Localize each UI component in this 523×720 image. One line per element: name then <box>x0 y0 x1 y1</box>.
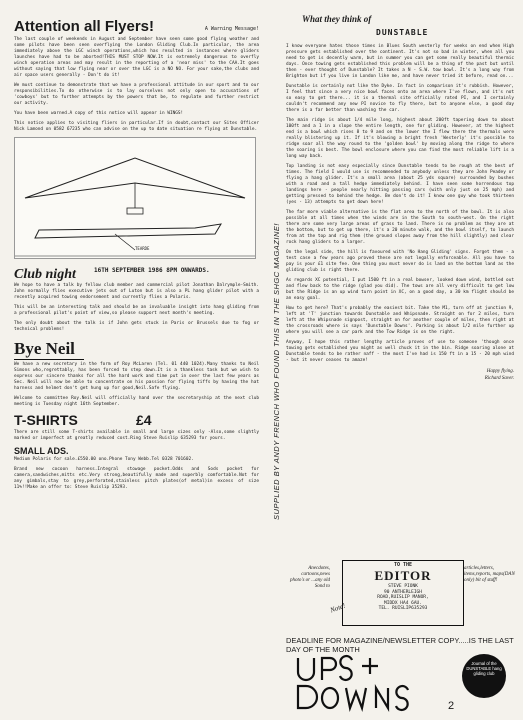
dunstable-heading <box>286 12 514 44</box>
attention-paragraph: We must continue to demonstrate that we have a professional attitude in our sport and to our responsibilities.To do otherwise is to lay ourselves not only open to accusations of 'cowboys' but to further attempts by the powers that be, to regulate and further restrict our activity. <box>14 83 259 106</box>
small-ad: Brand new cocoon harness.Integral stowage pocket.Odds and Sods pocket for camera,sandwiches,mitts etc.Very strong,beautifully made and superbly comfortable.Not for any gimbals,stay to grey,perforated,stainless pitch plates(of metal)in excess of size 11%!!Make an offer to: Steve Ruislip 35293. <box>14 467 259 490</box>
ups-and-downs-logo <box>290 652 440 712</box>
club-paragraph: We hope to have a talk by fellow club member and commercial pilot Jonathan Dalrymple-Smith. John normally flies executive jets out of Luton but is also a PL hang glider pilot with a recently acquired towing endorsement and currently flies a Polaris. <box>14 283 259 300</box>
club-night-heading <box>14 263 259 281</box>
small-ad: Medium Polaris for sale.£550.00 ono.Phone Tony Webb.Tel 0328 701602. <box>14 457 194 462</box>
dunstable-paragraph: Dunstable is certainly not like the Dyke. In fact in comparison it's rubbish. However, I feel that since a very nice bowl faces onto an area where I've flown, and it's not so easy to get there... it is a thermal site officially rated PI, and I certainly couldn't recommend any new PI novice to fly there, but to anyone else, a good day there is a far better than washing the car. <box>286 84 514 113</box>
editor-name: STEVE PIONK <box>388 584 418 589</box>
author: Richard Saver. <box>484 376 514 381</box>
tshirts-heading <box>14 412 259 428</box>
dunstable-paragraph: Anyway, I hope this rather lengthy article proves of use to someone 'though once towing gets established you might as well chuck it in the bin. Ridge soaring alone at Dunstable tends to be rather naff - the most I've had is 150 ft in a 15 - 20 mph wind - but it never ceases to amaze! <box>286 340 514 363</box>
dunstable-paragraph: On the legal side, the hill is favoured with 'No Hang Gliding' signs. Forget them - a test case a few years ago proved these are not legally enforceable. All you have to pay is your £1 site fee. One thing you must never do is land on the bottom land as the gliding club is right there. <box>286 250 514 273</box>
editor-title: EDITOR <box>374 568 432 583</box>
to-the-label: TO THE <box>393 562 413 568</box>
editor-address-line: ROAD,RUISLIP MANOR, <box>377 595 429 600</box>
club-night-date: 16TH SEPTEMBER 1986 8PM ONWARDS. <box>94 267 210 274</box>
cartoon-signature: TEARDE <box>135 246 150 251</box>
tshirts-price: £4 <box>136 412 152 428</box>
logo-lettering-icon <box>290 652 440 712</box>
club-night-title: Club night <box>14 267 76 282</box>
editor-telephone: TEL. RUISLIP635293 <box>378 606 428 611</box>
club-paragraph: This will be an interesting talk and should be an invaluable insight into hang gliding from a professional pilot's point of view,so please support next month's meeting. <box>14 305 259 316</box>
dunstable-title: DUNSTABLE <box>376 28 429 37</box>
vertical-caption <box>262 20 281 540</box>
attention-title: Attention all Flyers! <box>14 18 155 35</box>
editor-left-items: Anecdotes, cartoons,news photo's or ...any old Sond to <box>290 566 330 589</box>
warning-tag: A Warning Message! <box>204 26 259 32</box>
note-label: Note! <box>329 601 347 615</box>
page-number: 2 <box>448 700 455 712</box>
dunstable-paragraph: As regards XC potential, I put 1500 ft in a real bowser, looked down wind, bottled out and flew back to the ridge (glad you did). The tows are all very difficult to get low but the Ridge is an up wind turn point in XC, on a good day, a 30 km flight should be an easy goal. <box>286 278 514 301</box>
dunstable-paragraph: How to get here? That's probably the easiest bit. Take the M1, turn off at junction 9, left at 'T' junction towards Dunstable and Whipsnade. Straight on for 2 miles, turn left at the Whipsnade signpost, straight on for another couple of miles, then right at the crossroads where is says 'Dunstable Downs'. Parking is about 1/2 mile further up where you will see a car park and the Tow Ridge is on the right. <box>286 306 514 335</box>
tshirts-text: There are still some T-shirts available in small and large sizes only -Also,some slightly marked or imperfect at greatly reduced cost.Ring Steve Ruislip 635293 for yours. <box>14 430 259 441</box>
signoff: Happy flying. <box>486 369 514 374</box>
bye-paragraph: We have a new secretary in the form of Roy McLaren (Tel. 01 440 1024).Many thanks to Neil Simons who,regrettably, has been forced to step down.It is a thankless task but we wish to express our sincere thanks for all the hard work and time put in over the last few years as Sec. Neil will now be able to concentrate on his passion for flying tiffs by having the hat harness and helmet don't get hung up for good,Neil.Safe flying. <box>14 362 259 391</box>
journal-badge: Journal of the DUNSTABLE hang gliding club <box>462 654 506 698</box>
club-paragraph: The only doubt about the talk is if John gets stuck in Paris or Brussels due to fog or technical problems! <box>14 321 259 332</box>
editor-block <box>286 560 516 630</box>
cartoon-sketch <box>14 137 256 259</box>
bye-neil-title: Bye Neil <box>14 339 84 360</box>
deadline-notice: DEADLINE FOR MAGAZINE/NEWSLETTER COPY.....IS THE LAST DAY OF THE MONTH <box>286 636 514 654</box>
dunstable-paragraph: I know everyone hates those times in Blues South westerly for weeks on end when High pressure gets established over the continent. It's not so bad in winter, when all you need to get is decently warm, but in summer you can get some really beautiful thermic days. Once towing gets established this problem will be a thing of the past but until then - ever thought of Dunstable? It takes a N - S.W. tow bowl. It's a long way from Brighton but if you live in London like me, and have never tried it before, read on... <box>286 44 514 79</box>
editor-address-box <box>342 560 464 626</box>
dunstable-paragraph: The far more viable alternative is the flat area to the north of the bowl. It is also possible at all times when the winds are in the South to south-west. On the right there are some very large areas of grass to land. There is no problem as they are at the bottom, but to get up there, it's a 20 minute walk, and the bowl itself, to launch from at the top and rig them (the ground slopes away from the hill slightly) and clear rock hang gliders to a larger. <box>286 210 514 245</box>
glider-cartoon-icon <box>15 138 255 258</box>
dunstable-paragraph: The main ridge is about 1/4 mile long, highest about 200ft tapering down to about 100ft and a 1 in a slope the entire length, one for gliding. However, at the highest end is a bowl which rises 8 to 9 and on the lower the I flew there the thermals were really blistering up it. If it's blowing a bright fresh 'Westerly' it's possible to ridge soar all the way round to the 'golden bowl' by moving along the ridge to where the soaring is best. The bowl enclosure where you can find the most reliable lift is a long way back. <box>286 118 514 159</box>
right-column <box>286 12 514 382</box>
editor-right-items: articles,letters, items,reports, maps(DAN only) bit of stuff! <box>464 566 515 583</box>
attention-paragraph: This notice applies to visiting fliers in particular.If in doubt,contact our Sites Officer Nick Lamond on 0582 67235 who can advise on the up to date situation re flying at Dunstable. <box>14 121 259 132</box>
left-column <box>14 12 259 495</box>
bye-paragraph: Welcome to committee Roy.Neil will officially hand over the secretaryship at the next club meeting is Tuesday night 16th September. <box>14 396 259 407</box>
attention-paragraph: You have been warned.A copy of this notice will appear in WINGS! <box>14 111 184 116</box>
dunstable-paragraph: Top landing is not easy especially since Dunstable tends to be rough at the best of times. The field I would use is recommended to anybody unless they are John Peadey or flying a hang glider. It's a small area (about 25 yds square) surrounded by bushes with a road and a tall hedge immediately behind. I have seen some horrendous top landings here - people nearly hitting passing cars (with only just on 25 mph) and getting pressed to behind the hedge. Be don't do it! I know one guy who took thirteen (yes - 13) attempts to get down here! <box>286 164 514 205</box>
what-they-think: What they think of <box>302 14 372 24</box>
editor-address-line: MIDDX HA4 6AU. <box>384 600 422 606</box>
attention-paragraph: The last couple of weekends in August and September have seen some good flying weather and some pilots have been seen overflying the London Gliding Club.In particular, the area immediately above the LGC winch operations,which has resulted in instances where gliders launches have had to be aborted!THIS MUST STOP NOW.It is extremely dangerous to overfly winch operation areas and may result in the reporting of a 'near miss' to the CAA.It goes without saying that low flying near or over the LGC is a NO NO. For your sake,the clubs and air space users generally - Don't do it! <box>14 37 259 78</box>
small-ads-title: SMALL ADS. <box>14 446 69 456</box>
vertical-caption-text: SUPPLIED BY ANDY FRENCH WHO FOUND THIS IN THE SHGC MAGAZINE! <box>272 223 281 520</box>
editor-address-line: 90 ANTHERLEIGH <box>384 589 422 595</box>
tshirts-title: T-SHIRTS <box>14 412 78 428</box>
